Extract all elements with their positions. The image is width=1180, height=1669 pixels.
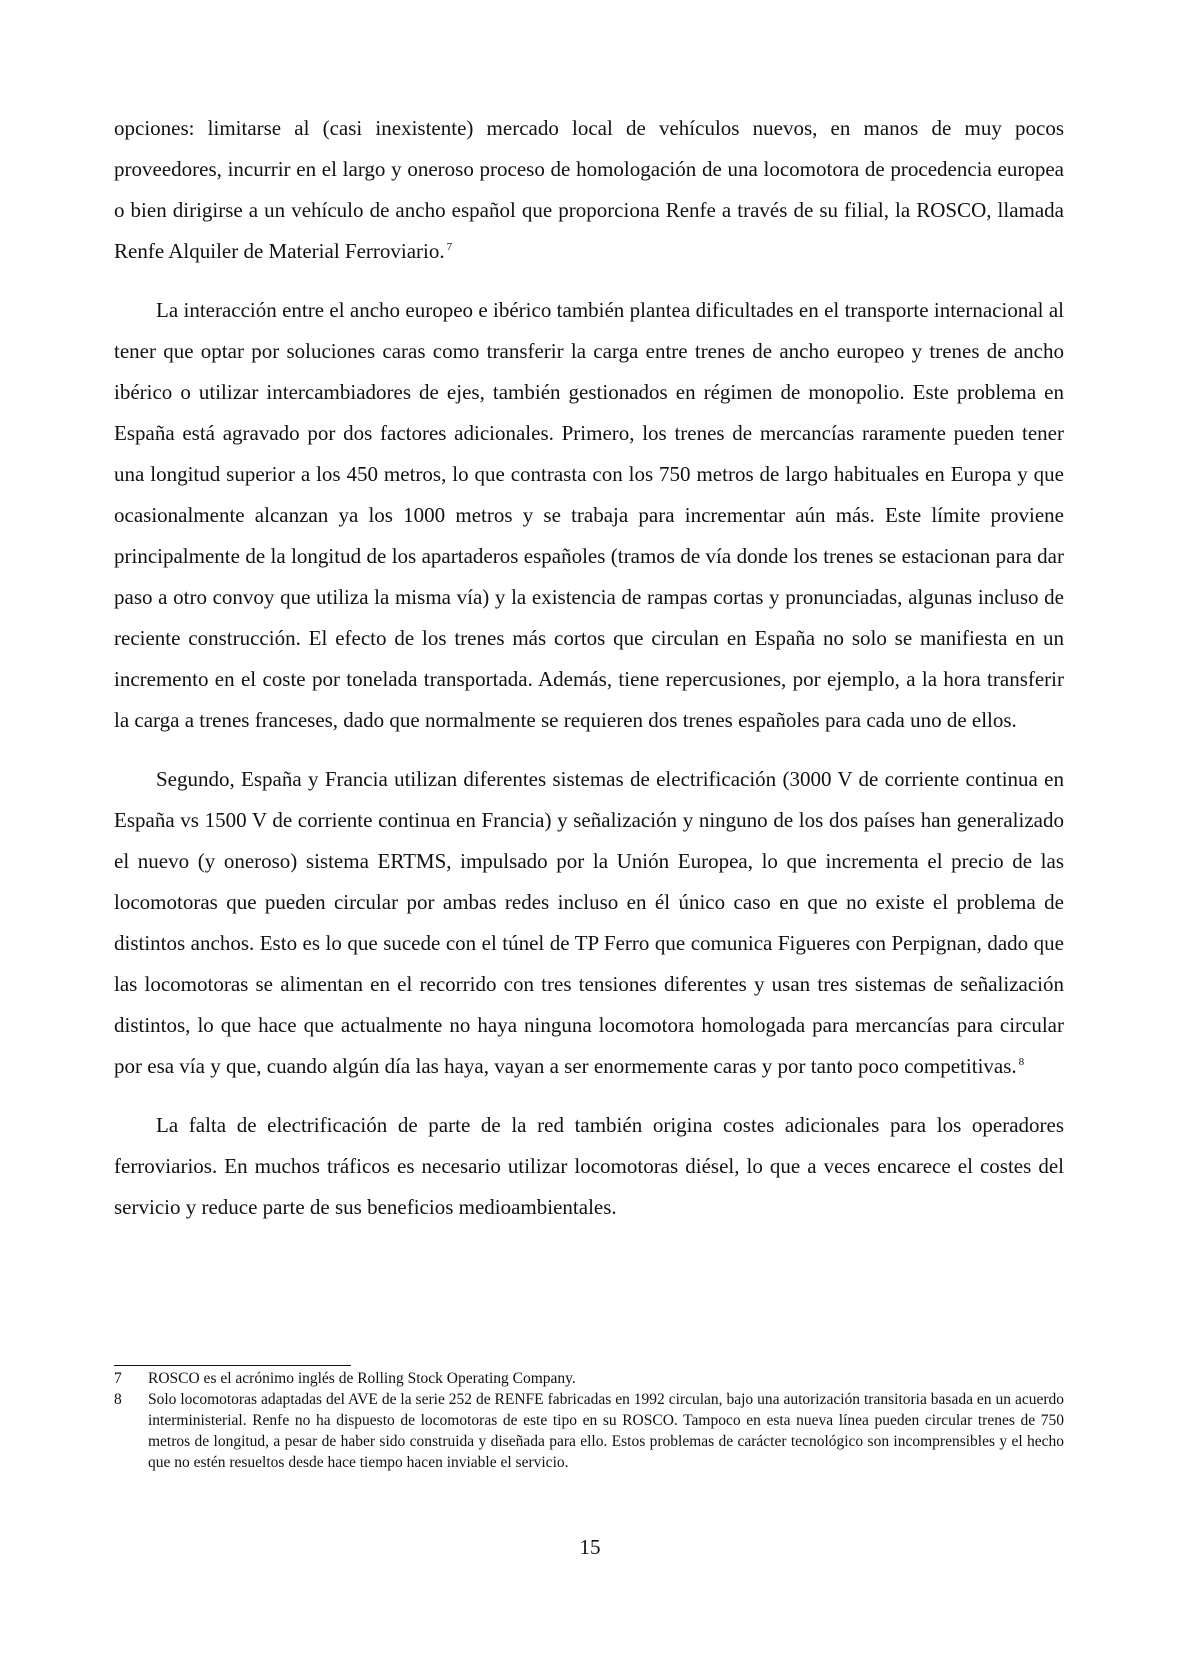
- footnote-number: 8: [114, 1391, 122, 1408]
- footnotes: [114, 1368, 1064, 1473]
- document-body: [114, 108, 1064, 1228]
- footnote-reference[interactable]: 7: [446, 241, 453, 253]
- footnote-item: [114, 1389, 1064, 1473]
- footnote-separator: [114, 1365, 351, 1366]
- paragraph-lack-of-electrification: [114, 1105, 1064, 1228]
- footnote-text: Solo locomotoras adaptadas del AVE de la serie 252 de RENFE fabricadas en 1992 circulan, bajo una autorización transitoria basada en un acuerdo interministerial. Renfe no ha dispuesto de locomotoras de este tipo en su ROSCO. Tampoco en esta nueva línea pueden circular trenes de 750 metros de longitud, a pesar de haber sido construida y diseñada para ello. Estos problemas de carácter tecnológico son incomprensibles y el hecho que no estén resueltos desde hace tiempo hacen inviable el servicio.: [148, 1391, 1064, 1471]
- paragraph-text: La interacción entre el ancho europeo e ibérico también plantea dificultades en el transporte internacional al tener que optar por soluciones caras como transferir la carga entre trenes de ancho europeo y trenes de ancho ibérico o utilizar intercambiadores de ejes, también gestionados en régimen de monopolio. Este problema en España está agravado por dos factores adicionales. Primero, los trenes de mercancías raramente pueden tener una longitud superior a los 450 metros, lo que contrasta con los 750 metros de largo habituales en Europa y que ocasionalmente alcanzan ya los 1000 metros y se trabaja para incrementar aún más. Este límite proviene principalmente de la longitud de los apartaderos españoles (tramos de vía donde los trenes se estacionan para dar paso a otro convoy que utiliza la misma vía) y la existencia de rampas cortas y pronunciadas, algunas incluso de reciente construcción. El efecto de los trenes más cortos que circulan en España no solo se manifiesta en un incremento en el coste por tonelada transportada. Además, tiene repercusiones, por ejemplo, a la hora transferir la carga a trenes franceses, dado que normalmente se requieren dos trenes españoles para cada uno de ellos.: [114, 298, 1064, 732]
- footnote-reference[interactable]: 8: [1018, 1056, 1025, 1068]
- footnote-item: [114, 1368, 1064, 1389]
- page-number: 15: [579, 1535, 601, 1559]
- paragraph-continuation: [114, 108, 1064, 272]
- paragraph-text: opciones: limitarse al (casi inexistente) mercado local de vehículos nuevos, en manos de muy pocos proveedores, incurrir en el largo y oneroso proceso de homologación de una locomotora de procedencia europea o bien dirigirse a un vehículo de ancho español que proporciona Renfe a través de su filial, la ROSCO, llamada Renfe Alquiler de Material Ferroviario.: [114, 116, 1064, 263]
- paragraph-text: La falta de electrificación de parte de la red también origina costes adicionales para los operadores ferroviarios. En muchos tráficos es necesario utilizar locomotoras diésel, lo que a veces encarece el costes del servicio y reduce parte de sus beneficios medioambientales.: [114, 1113, 1064, 1219]
- footnote-text: ROSCO es el acrónimo inglés de Rolling Stock Operating Company.: [148, 1370, 576, 1387]
- paragraph-text: Segundo, España y Francia utilizan diferentes sistemas de electrificación (3000 V de corriente continua en España vs 1500 V de corriente continua en Francia) y señalización y ninguno de los dos países han generalizado el nuevo (y oneroso) sistema ERTMS, impulsado por la Unión Europea, lo que incrementa el precio de las locomotoras que pueden circular por ambas redes incluso en él único caso en que no existe el problema de distintos anchos. Esto es lo que sucede con el túnel de TP Ferro que comunica Figueres con Perpignan, dado que las locomotoras se alimentan en el recorrido con tres tensiones diferentes y usan tres sistemas de señalización distintos, lo que hace que actualmente no haya ninguna locomotora homologada para mercancías para circular por esa vía y que, cuando algún día las haya, vayan a ser enormemente caras y por tanto poco competitivas.: [114, 767, 1064, 1078]
- paragraph-electrification-systems: [114, 759, 1064, 1087]
- footnote-number: 7: [114, 1370, 122, 1387]
- paragraph-gauge-interaction: [114, 290, 1064, 741]
